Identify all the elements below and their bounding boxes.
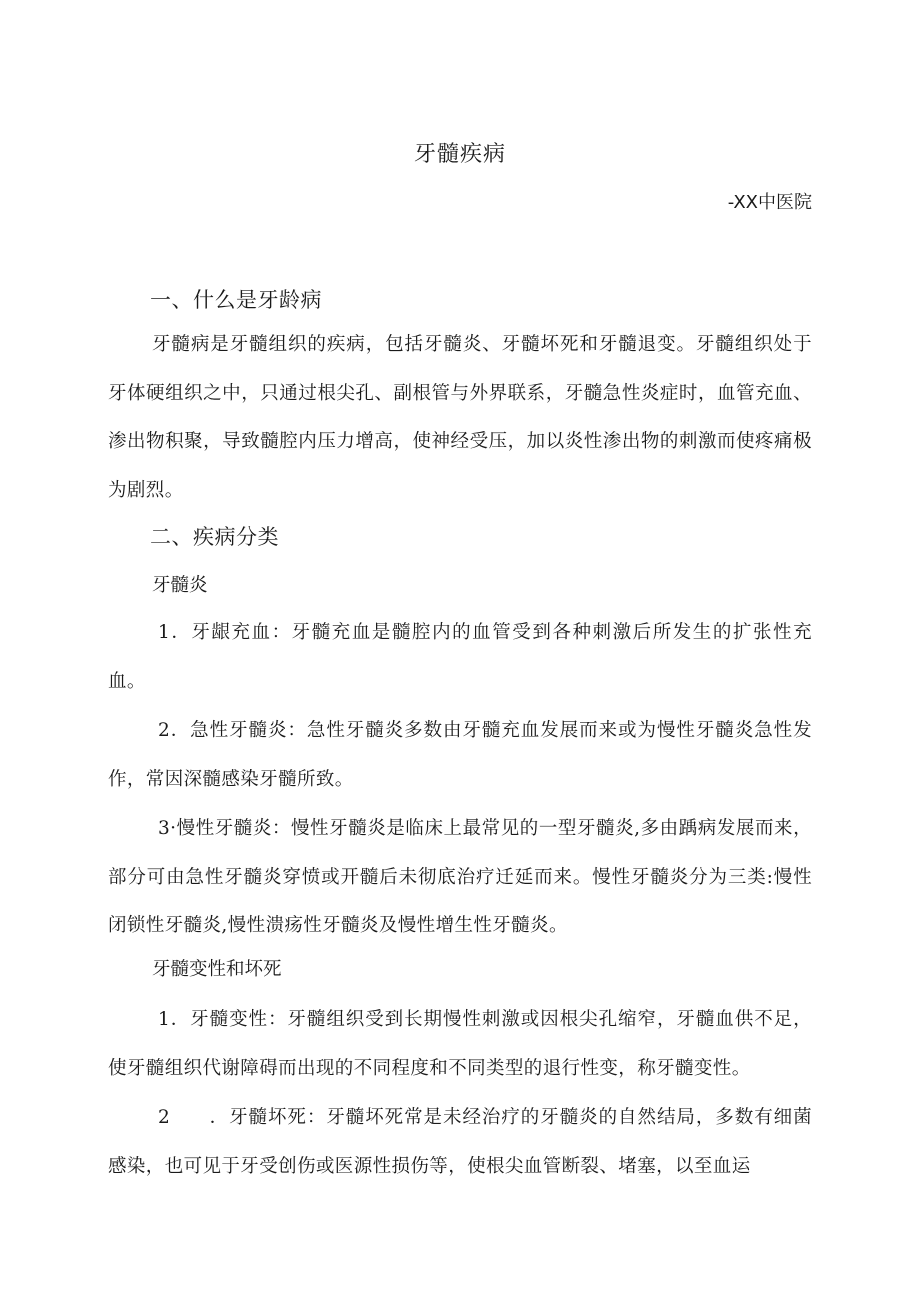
list-item: 1．牙龈充血：牙髓充血是髓腔内的血管受到各种刺激后所发生的扩张性充血。 (108, 622, 812, 692)
document-title: 牙髓疾病 (413, 142, 506, 167)
document-author: -XX中医院 (727, 192, 812, 213)
list-item: 2 ．牙髓坏死：牙髓坏死常是未经治疗的牙髓炎的自然结局，多数有细菌感染，也可见于牙受创伤或医源性损伤等，使根尖血管断裂、堵塞，以至血运 (108, 1107, 812, 1177)
section-paragraph-definition: 牙髓病是牙髓组织的疾病，包括牙髓炎、牙髓坏死和牙髓退变。牙髓组织处于牙体硬组织之中，只通过根尖孔、副根管与外界联系，牙髓急性炎症时，血管充血、渗出物积聚，导致髓腔内压力增高，使神经受压，加以炎性渗出物的刺激而使疼痛极为剧烈。 (108, 334, 812, 501)
list-item: 3·慢性牙髓炎：慢性牙髓炎是临床上最常见的一型牙髓炎,多由踽病发展而来，部分可由急性牙髓炎穿愤或开髓后未彻底治疗迁延而来。慢性牙髓炎分为三类:慢性闭锁性牙髓炎,慢性溃疡性牙髓炎及慢性增生性牙髓炎。 (108, 818, 812, 936)
subsection-label-degeneration: 牙髓变性和坏死 (152, 959, 282, 980)
list-item: 1．牙髓变性：牙髓组织受到长期慢性刺激或因根尖孔缩窄，牙髓血供不足，使牙髓组织代谢障碍而出现的不同程度和不同类型的退行性变，称牙髓变性。 (108, 1009, 812, 1079)
section-heading-classification: 二、疾病分类 (150, 525, 279, 549)
list-item: 2．急性牙髓炎：急性牙髓炎多数由牙髓充血发展而来或为慢性牙髓炎急性发作，常因深髓感染牙髓所致。 (108, 720, 812, 790)
section-heading-what-is: 一、什么是牙龄病 (150, 288, 322, 312)
subsection-label-pulpitis: 牙髓炎 (152, 575, 208, 596)
